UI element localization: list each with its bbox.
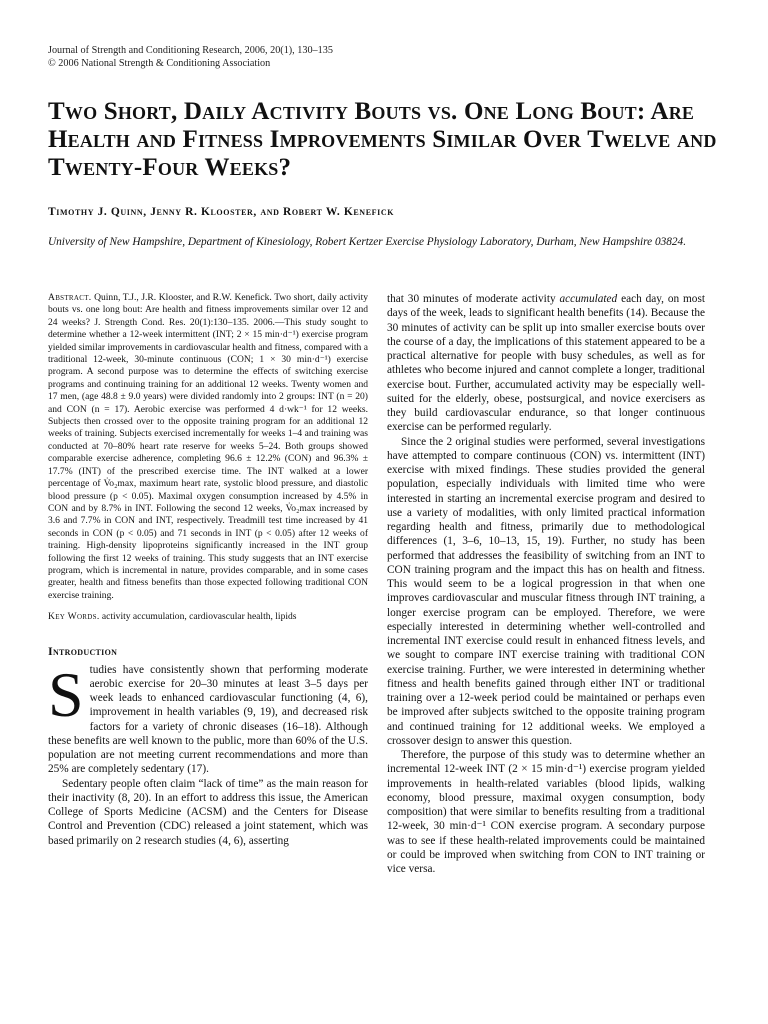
- abstract-text: Quinn, T.J., J.R. Klooster, and R.W. Kenefick. Two short, daily activity bouts vs. one long bout: Are health and fitness improvements similar over 12 and 24 weeks? J. Strength Cond. Res. 20(1):130–135. 2006.—This study sought to determine whether a 12-week intermittent (INT; 2 × 15 min·d⁻¹) exercise program yielded similar improvements in cardiovascular health and fitness, compared with a traditional 12-week, 30-minute continuous (CON; 1 × 30 min·d⁻¹) exercise program. A second purpose was to determine the effects of switching exercise programs and continuing training for an additional 12 weeks. Twenty women and 17 men, (age 48.8 ± 9.0 years) were divided randomly into 2 groups: INT (n = 20) and CON (n = 17). Aerobic exercise was performed 4 d·wk⁻¹ for 12 weeks. Subjects then crossed over to the opposite training program for an additional 12 weeks of training. Subjects exercised incrementally for weeks 1–4 and training was conducted at 70–80% heart rate reserve for weeks 5–24. Both groups showed comparable exercise adherence, completing 96.6 ± 12.2% (CON) and 96.3% ± 17.7% (INT) of the prescribed exercise time. The INT walked at a lower percentage of V̇o₂max, maximum heart rate, systolic blood pressure, and diastolic blood pressure (p < 0.05). Maximal oxygen consumption increased by 4.5% in CON and by 8.7% in INT. Following the second 12 weeks, V̇o₂max increased by 3.6 and 7.7% in CON and INT, respectively. Treadmill test time increased by 41 seconds in CON (p < 0.05) and 71 seconds in INT (p < 0.05) after 12 weeks of training. High-density lipoproteins significantly increased in the INT group following the first 12 weeks of training. This study suggests that an INT exercise program, which is incremental in nature, provides comparable, and in some cases greater, health and fitness benefits than those expected following traditional CON exercise training.: [48, 292, 369, 601]
- abstract: [48, 292, 368, 602]
- journal-header: [48, 44, 333, 70]
- journal-copyright: © 2006 National Strength & Conditioning Association: [48, 58, 271, 69]
- intro-paragraph-2: Sedentary people often claim “lack of time” as the main reason for their inactivity (8, 20). In an effort to address this issue, the American College of Sports Medicine (ACSM) and the Centers for Disease Control and Prevention (CDC) released a joint statement, which was based primarily on 2 research studies (4, 6), asserting: [48, 777, 368, 847]
- paper-title: Two Short, Daily Activity Bouts vs. One Long Bout: Are Health and Fitness Improvements Similar Over Twelve and Twenty-Four Weeks?: [48, 98, 717, 181]
- intro-paragraph-1: [48, 658, 368, 777]
- right-paragraph-1-start: that 30 minutes of moderate activity: [387, 293, 556, 305]
- left-column: [48, 292, 368, 848]
- right-column: [387, 292, 705, 876]
- author-list: Timothy J. Quinn, Jenny R. Klooster, and Robert W. Kenefick: [48, 206, 395, 218]
- right-paragraph-2: Since the 2 original studies were performed, several investigations have attempted to compare continuous (CON) vs. intermittent (INT) exercise with mixed findings. These studies provided the general population, especially individuals with limited time who were interested in starting an incremental exercise program and desired to use a variety of modalities, with only limited practical information regarding health and fitness, primarily due to methodological differences (1, 3–6, 10–13, 15, 19). Further, no study has been performed that addresses the feasibility of switching from an INT to CON training program and the impact this has on health and fitness. This would seem to be a logical progression in that when one improves cardiovascular and muscular fitness through INT training, a longer exercise program can be employed. Therefore, we were especially interested in determining whether well-controlled and incremental INT exercise could result in enhanced fitness levels, and we sought to compare INT exercise training with traditional CON exercise training. Further, we were interested in determining whether fitness and health benefits gained through either INT or traditional training over a 12-week period could be maintained or perhaps even be improved after subjects switched to the opposite training program and continued training for 12 additional weeks. We employed a crossover design to answer this question.: [387, 435, 705, 747]
- abstract-label: Abstract.: [48, 292, 92, 303]
- keywords-text: activity accumulation, cardiovascular health, lipids: [101, 611, 297, 623]
- drop-cap: S: [48, 658, 84, 730]
- right-paragraph-3: Therefore, the purpose of this study was to determine whether an incremental 12-week INT (2 × 15 min·d⁻¹) exercise program yielded improvements in health-related variables (blood lipids, walking economy, blood pressure, maximal oxygen consumption, body composition) that were similar to benefits resulting from a traditional 12-week, 30 min·d⁻¹ CON exercise program. A secondary purpose was to see if these health-related improvements could be maintained or could be improved when switching from CON to INT training or vice versa.: [387, 749, 705, 875]
- affiliation: University of New Hampshire, Department of Kinesiology, Robert Kertzer Exercise Physiology Laboratory, Durham, New Hampshire 03824.: [48, 236, 687, 248]
- intro-paragraph-1-text: tudies have consistently shown that performing moderate aerobic exercise for 20–30 minutes at least 3–5 days per week leads to enhanced cardiovascular functioning (4, 6), improvement in health variables (9, 19), and decreased risk factors for a variety of chronic diseases (16–18). Although these benefits are well known to the public, more than 60% of the U.S. population are not meeting current recommendations and more than 25% are completely sedentary (17).: [48, 663, 368, 776]
- emphasis-accumulated: accumulated: [559, 293, 618, 305]
- keywords: [48, 611, 368, 623]
- right-paragraph-1-end: each day, on most days of the week, leads to significant health benefits (14). Because the 30 minutes of activity can be split up into smaller exercise bouts over the course of a day, the implications of this statement appeared to be a practical alternative for people with busy schedules, as well as for athletes who become injured and cannot complete a longer, traditional exercise bout. Further, accumulated activity may be especially well-suited for the elderly, obese, postsurgical, and novice exercisers as they build cardiovascular endurance, so that longer continuous exercise can be performed regularly.: [387, 293, 705, 434]
- right-paragraph-1: [387, 292, 705, 435]
- journal-citation: Journal of Strength and Conditioning Research, 2006, 20(1), 130–135: [48, 45, 333, 56]
- introduction-heading: Introduction: [48, 643, 118, 658]
- keywords-label: Key Words.: [48, 611, 100, 623]
